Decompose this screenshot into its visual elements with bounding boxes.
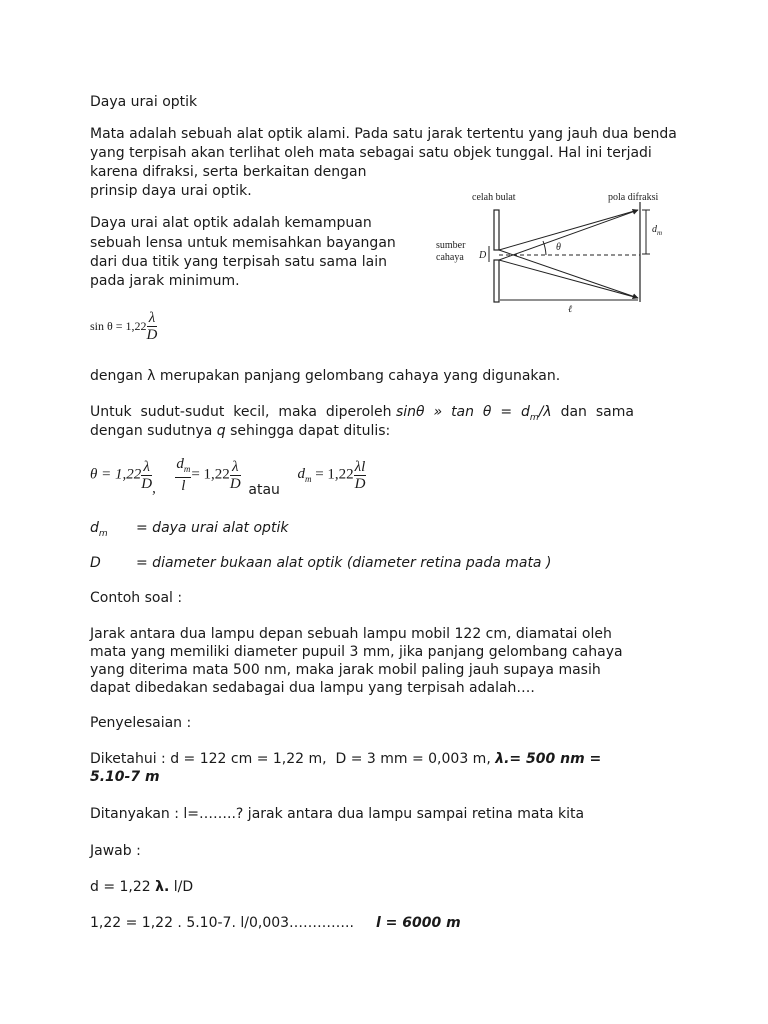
slit-plate-bottom (494, 260, 499, 302)
answer-heading: Jawab : (90, 843, 141, 859)
known-values-line1: Diketahui : d = 122 cm = 1,22 m, D = 3 mm = 0,003 m, λ.= 500 nm = (90, 751, 602, 767)
ray-lower-out (499, 260, 638, 298)
formula2-atau: atau (248, 482, 280, 499)
slit-plate-top (494, 210, 499, 250)
problem-line: Jarak antara dua lampu depan sebuah lampu mobil 122 cm, diamatai oleh (90, 626, 612, 642)
example-heading: Contoh soal : (90, 590, 183, 606)
paragraph-intro-line: Mata adalah sebuah alat optik alami. Pada satu jarak tertentu yang jauh dua benda (90, 126, 677, 142)
label-pola-difraksi: pola difraksi (608, 192, 659, 203)
formula-sin-theta (90, 310, 157, 343)
small-angle-line1: Untuk sudut-sudut kecil, maka diperoleh sinθ » $\tan \theta = d_m/\lambda$ dan sama (90, 404, 634, 423)
problem-line: yang diterima mata 500 nm, maka jarak mobil paling jauh supaya masih (90, 662, 601, 678)
label-D: D (479, 250, 487, 261)
paragraph-definition-line: dari dua titik yang terpisah satu sama lain (90, 254, 388, 270)
paragraph-definition-line: Daya urai alat optik adalah kemampuan (90, 215, 372, 231)
paragraph-definition-line: pada jarak minimum. (90, 273, 240, 289)
formula2-theta: θ = 1,22 (90, 466, 142, 483)
solution-heading: Penyelesaian : (90, 715, 192, 731)
ray-upper-out (499, 210, 638, 250)
definition-D: D = diameter bukaan alat optik (diameter retina pada mata ) (90, 555, 552, 571)
ray-lower-in (499, 250, 638, 298)
formula-resolution-set: θ = 1,22 $\frac{\lambda}{D}$ , $\frac{d_m}{l}$ = 1,22 $\frac{\lambda}{D}$ atau $d_m = 1,22$ $\frac{\lambda l}{D}$ (90, 456, 366, 499)
small-angle-line2: dengan sudutnya q sehingga dapat ditulis: (90, 423, 391, 439)
equation-step1: d = 1,22 λ. l/D (90, 879, 194, 895)
formula-D: D (146, 327, 158, 343)
label-l: ℓ (568, 304, 573, 313)
formula-sin-lhs: sin θ = 1,22 (90, 319, 147, 333)
label-dm: $d_m$ (652, 224, 663, 237)
paragraph-intro-line: prinsip daya urai optik. (90, 183, 252, 199)
paragraph-intro-line: yang terpisah akan terlihat oleh mata sebagai satu objek tunggal. Hal ini terjadi (90, 145, 652, 161)
known-values-line2: 5.10-7 m (90, 769, 160, 785)
problem-line: mata yang memiliki diameter pupuil 3 mm, jika panjang gelombang cahaya (90, 644, 623, 660)
equation-step2: 1,22 = 1,22 . 5.10-7. l/0,003………….. l = 6000 m (90, 915, 461, 931)
ray-upper-in (499, 210, 638, 260)
problem-line: dapat dibedakan sedabagai dua lampu yang terpisah adalah…. (90, 680, 535, 696)
label-cahaya: cahaya (436, 252, 464, 263)
diffraction-diagram (428, 188, 688, 313)
formula-lambda: λ (147, 310, 158, 327)
paragraph-definition-line: sebuah lensa untuk memisahkan bayangan (90, 235, 396, 251)
lambda-description: dengan λ merupakan panjang gelombang cahaya yang digunakan. (90, 368, 561, 384)
document-title: Daya urai optik (90, 94, 198, 110)
definition-dm: $d_m$ = daya urai alat optik (90, 520, 289, 539)
label-sumber: sumber (436, 240, 466, 251)
question-line: Ditanyakan : l=……..? jarak antara dua lampu sampai retina mata kita (90, 806, 585, 822)
label-celah-bulat: celah bulat (472, 192, 516, 203)
paragraph-intro-line: karena difraksi, serta berkaitan dengan (90, 164, 367, 180)
label-theta: θ (556, 242, 561, 253)
